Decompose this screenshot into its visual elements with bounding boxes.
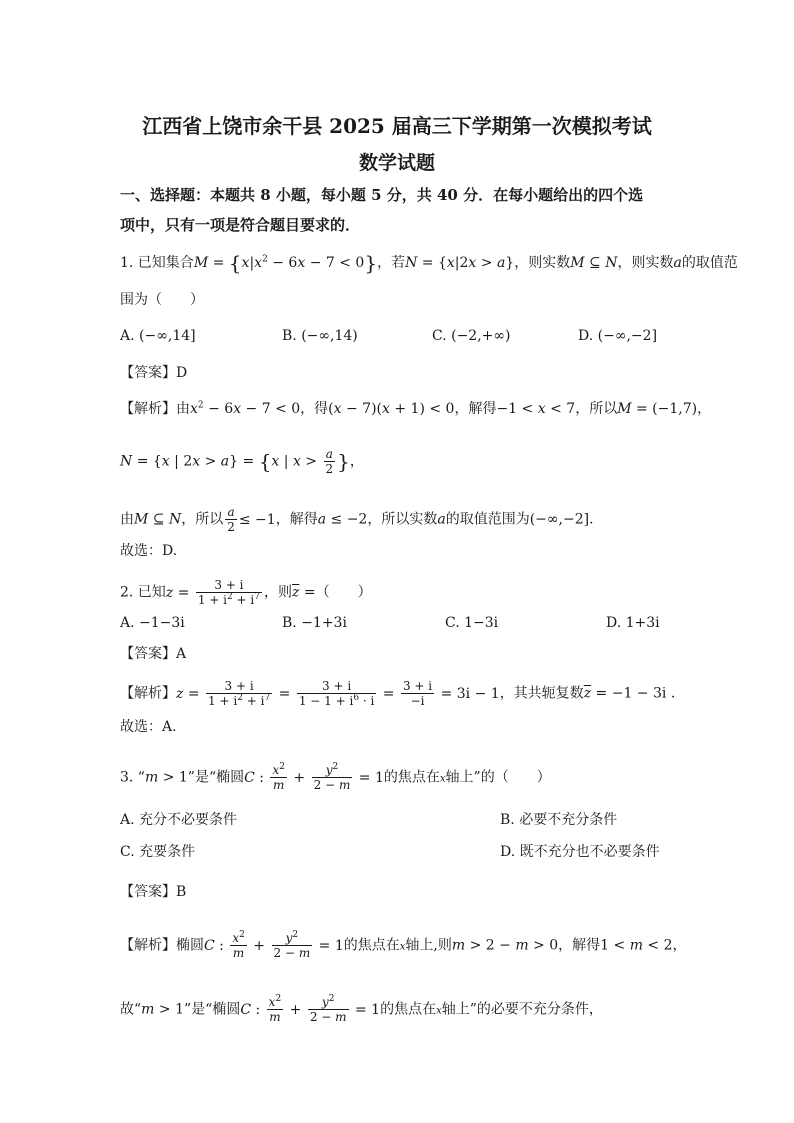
section-heading-line1: 一、选择题：本题共 8 小题，每小题 5 分，共 40 分．在每小题给出的四个选 (120, 186, 644, 204)
q1-answer: 【答案】D (120, 365, 188, 381)
q2-analysis: 【解析】z = $\frac{3 + i}{1 + i^2 + i^7}$ = $\frac{3 + i}{1 - 1 + i^6 \cdot i}$ = $\frac{3 + i}{-i}$ = 3i − 1，其共轭复数$\overline{z} = -1 - 3i$ . (120, 679, 676, 708)
q1-analysis-line3: 由M ⊆ N，所以 $\frac{a}{2}$ ≤ −1，解得a ≤ −2，所以实数a的取值范围为(−∞,−2]. (120, 505, 594, 534)
q1-stem-tail: 的取值范 (681, 255, 738, 271)
q3-option-d: D. 既不充分也不必要条件 (500, 844, 660, 860)
q3-option-c: C. 充要条件 (120, 844, 196, 860)
q1-option-c: C. (−2,+∞) (432, 328, 511, 344)
q1-analysis-line2: N = {x | 2x > a} = {x | x > $\frac{a}{2}$ }， (120, 447, 364, 476)
q3-stem: 3. “m > 1”是“椭圆C : $\frac{x^2}{m}$ + $\frac{y^2}{2 - m}$ = 1的焦点在x轴上”的（ ） (120, 762, 551, 792)
q3-option-b: B. 必要不充分条件 (500, 812, 618, 828)
q3-option-a: A. 充分不必要条件 (120, 812, 238, 828)
q2-answer: 【答案】A (120, 646, 187, 662)
q2-option-b: B. −1+3i (282, 615, 347, 631)
page-title: 江西省上饶市余干县 2025 届高三下学期第一次模拟考试 (142, 114, 652, 138)
q1-set-m: $M = \{x|x^2 - 6x - 7 < 0\}$ (193, 251, 378, 275)
q2-option-a: A. −1−3i (120, 615, 185, 631)
q2-option-c: C. 1−3i (445, 615, 499, 631)
q1-stem: 1. 已知集合$M = \{x|x^2 - 6x - 7 < 0\}$，若N = {x|2x > a}，则实数M ⊆ N，则实数a的取值范 (120, 251, 738, 275)
q3-answer: 【答案】B (120, 884, 187, 900)
q3-analysis-line2: 故“m > 1”是“椭圆C : $\frac{x^2}{m}$ + $\frac{y^2}{2 - m}$ = 1的焦点在x轴上”的必要不充分条件， (120, 994, 603, 1024)
q2-conclusion: 故选：A. (120, 719, 177, 735)
q1-option-a: A. (−∞,14] (120, 328, 196, 344)
section-heading-line2: 项中，只有一项是符合题目要求的． (120, 216, 361, 234)
page-subtitle: 数学试题 (358, 152, 435, 174)
q3-analysis-line1: 【解析】椭圆C : $\frac{x^2}{m}$ + $\frac{y^2}{2 - m}$ = 1的焦点在x轴上,则m > 2 − m > 0，解得1 < m < 2， (120, 930, 687, 960)
q1-stem-line2: 围为（ ） (120, 292, 204, 308)
q1-number: 1. 已知集合 (120, 255, 194, 271)
q2-stem: 2. 已知z = $\frac{3 + i}{1 + i^2 + i^7}$ ，则$\overline{z}$ =（ ） (120, 578, 372, 607)
q1-option-d: D. (−∞,−2] (578, 328, 658, 344)
q1-set-n: N = {x|2x > a} (405, 255, 515, 271)
q1-conclusion: 故选：D. (120, 543, 178, 559)
q1-option-b: B. (−∞,14) (282, 328, 358, 344)
q2-option-d: D. 1+3i (606, 615, 660, 631)
q1-analysis-line1: 【解析】由$x^2 - 6x - 7 < 0$，得(x − 7)(x + 1) < 0，解得−1 < x < 7，所以M = (−1,7)， (120, 400, 712, 417)
